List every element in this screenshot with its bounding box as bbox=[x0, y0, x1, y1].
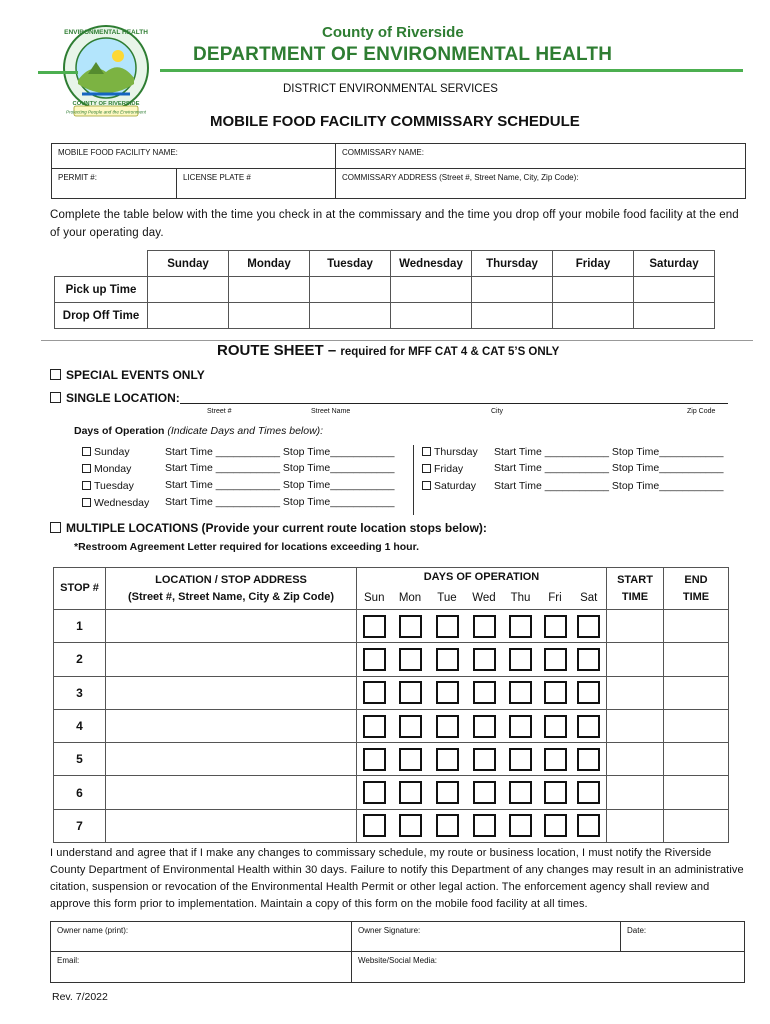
day-checkbox[interactable] bbox=[436, 681, 459, 704]
stop-address-cell[interactable] bbox=[106, 643, 357, 676]
mff-name-label: MOBILE FOOD FACILITY NAME: bbox=[58, 148, 178, 157]
address-label-city: City bbox=[491, 408, 504, 415]
day-header: Friday bbox=[553, 251, 634, 277]
day-checkbox[interactable] bbox=[577, 715, 600, 738]
route-sheet-dash: – bbox=[327, 342, 337, 359]
day-option-label: Tuesday bbox=[94, 480, 134, 492]
owner-signature-field[interactable] bbox=[351, 921, 621, 952]
pickup-time-cell[interactable] bbox=[148, 277, 229, 303]
permit-label: PERMIT #: bbox=[58, 173, 97, 182]
stop-row bbox=[54, 776, 729, 809]
day-option-wednesday[interactable] bbox=[82, 497, 149, 509]
day-checkbox-cell bbox=[539, 610, 572, 643]
dropoff-time-label: Drop Off Time bbox=[55, 303, 148, 329]
stop-time-field[interactable]: Stop Time___________ bbox=[611, 446, 724, 458]
stop-time-field[interactable]: Stop Time___________ bbox=[611, 480, 724, 492]
day-checkbox-cell bbox=[466, 610, 503, 643]
stop-number: 6 bbox=[54, 776, 106, 809]
sunday-times[interactable] bbox=[165, 446, 394, 458]
day-abbrev-header: Sat bbox=[572, 588, 607, 610]
day-checkbox-cell bbox=[539, 776, 572, 809]
day-checkbox[interactable] bbox=[577, 814, 600, 837]
single-location-checkbox[interactable] bbox=[50, 392, 61, 403]
day-checkbox[interactable] bbox=[544, 781, 567, 804]
day-checkbox[interactable] bbox=[363, 615, 386, 638]
day-header: Tuesday bbox=[310, 251, 391, 277]
start-time-cell[interactable] bbox=[607, 809, 664, 842]
days-of-operation-label: Days of Operation bbox=[74, 425, 165, 437]
day-checkbox-cell bbox=[429, 709, 466, 742]
end-header-line1: END bbox=[684, 573, 708, 586]
stop-number: 1 bbox=[54, 610, 106, 643]
wednesday-times[interactable] bbox=[165, 496, 394, 508]
day-checkbox[interactable] bbox=[577, 648, 600, 671]
header-rule-left bbox=[38, 71, 78, 74]
start-time-cell[interactable] bbox=[607, 709, 664, 742]
district-name: DISTRICT ENVIRONMENTAL SERVICES bbox=[283, 83, 498, 95]
tuesday-checkbox[interactable] bbox=[82, 481, 91, 490]
saturday-checkbox[interactable] bbox=[422, 481, 431, 490]
day-checkbox[interactable] bbox=[399, 781, 422, 804]
day-checkbox-cell bbox=[466, 776, 503, 809]
day-checkbox-cell bbox=[503, 809, 539, 842]
pickup-time-cell[interactable] bbox=[229, 277, 310, 303]
day-option-label: Saturday bbox=[434, 480, 477, 492]
pickup-time-cell[interactable] bbox=[391, 277, 472, 303]
stop-time-field[interactable]: Stop Time___________ bbox=[282, 462, 395, 474]
day-abbrev-header: Mon bbox=[392, 588, 429, 610]
commissary-schedule-table bbox=[54, 250, 715, 329]
day-checkbox[interactable] bbox=[436, 648, 459, 671]
day-abbrev-header: Fri bbox=[539, 588, 572, 610]
day-checkbox-cell bbox=[466, 709, 503, 742]
day-checkbox[interactable] bbox=[509, 681, 532, 704]
address-label-street-name: Street Name bbox=[311, 408, 351, 415]
wednesday-checkbox[interactable] bbox=[82, 498, 91, 507]
day-checkbox[interactable] bbox=[577, 748, 600, 771]
day-checkbox[interactable] bbox=[509, 715, 532, 738]
license-plate-field[interactable] bbox=[176, 168, 336, 199]
svg-text:COUNTY OF RIVERSIDE: COUNTY OF RIVERSIDE bbox=[72, 101, 140, 107]
day-header: Wednesday bbox=[391, 251, 472, 277]
day-header: Monday bbox=[229, 251, 310, 277]
day-option-label: Monday bbox=[94, 463, 132, 475]
day-option-label: Friday bbox=[434, 463, 464, 475]
dropoff-time-cell[interactable] bbox=[310, 303, 391, 329]
end-time-cell[interactable] bbox=[664, 709, 729, 742]
multiple-locations-label: MULTIPLE LOCATIONS (Provide your current route location stops below): bbox=[66, 521, 487, 535]
day-checkbox[interactable] bbox=[473, 681, 496, 704]
day-option-monday[interactable] bbox=[82, 463, 131, 475]
thursday-times[interactable] bbox=[494, 446, 723, 458]
stop-address-cell[interactable] bbox=[106, 809, 357, 842]
owner-name-field[interactable] bbox=[50, 921, 352, 952]
stop-number: 5 bbox=[54, 743, 106, 776]
day-checkbox-cell bbox=[539, 643, 572, 676]
stop-address-cell[interactable] bbox=[106, 709, 357, 742]
day-checkbox-cell bbox=[503, 709, 539, 742]
day-checkbox[interactable] bbox=[399, 681, 422, 704]
day-checkbox[interactable] bbox=[436, 814, 459, 837]
end-time-cell[interactable] bbox=[664, 809, 729, 842]
day-checkbox-cell bbox=[357, 809, 392, 842]
day-checkbox-cell bbox=[572, 610, 607, 643]
day-columns-divider bbox=[413, 445, 414, 515]
stop-row bbox=[54, 743, 729, 776]
end-time-header bbox=[664, 568, 729, 610]
dropoff-time-cell[interactable] bbox=[553, 303, 634, 329]
header-rule-right bbox=[160, 69, 743, 72]
email-label: Email: bbox=[57, 956, 80, 965]
day-abbrev-header: Tue bbox=[429, 588, 466, 610]
day-option-sunday[interactable] bbox=[82, 446, 130, 458]
thursday-checkbox[interactable] bbox=[422, 447, 431, 456]
end-time-cell[interactable] bbox=[664, 776, 729, 809]
special-events-checkbox[interactable] bbox=[50, 369, 61, 380]
location-header bbox=[106, 568, 357, 610]
day-checkbox-cell bbox=[503, 610, 539, 643]
special-events-label: SPECIAL EVENTS ONLY bbox=[66, 368, 205, 382]
day-option-friday[interactable] bbox=[422, 463, 463, 475]
department-name: DEPARTMENT OF ENVIRONMENTAL HEALTH bbox=[193, 44, 613, 65]
day-checkbox[interactable] bbox=[473, 615, 496, 638]
day-checkbox-cell bbox=[429, 809, 466, 842]
pickup-time-label: Pick up Time bbox=[55, 277, 148, 303]
day-checkbox-cell bbox=[466, 743, 503, 776]
stop-address-cell[interactable] bbox=[106, 610, 357, 643]
form-title: MOBILE FOOD FACILITY COMMISSARY SCHEDULE bbox=[210, 113, 580, 130]
day-checkbox[interactable] bbox=[399, 814, 422, 837]
stop-time-field[interactable]: Stop Time___________ bbox=[282, 496, 395, 508]
route-sheet-subtitle: required for MFF CAT 4 & CAT 5’S ONLY bbox=[340, 346, 560, 358]
saturday-times[interactable] bbox=[494, 480, 723, 492]
day-abbrev-header: Wed bbox=[466, 588, 503, 610]
day-checkbox-cell bbox=[572, 743, 607, 776]
email-field[interactable] bbox=[50, 951, 352, 983]
day-checkbox[interactable] bbox=[473, 648, 496, 671]
day-checkbox[interactable] bbox=[436, 715, 459, 738]
svg-text:Protecting People and the Envi: Protecting People and the Environment bbox=[66, 109, 146, 115]
end-time-cell[interactable] bbox=[664, 610, 729, 643]
day-checkbox-cell bbox=[429, 776, 466, 809]
address-label-zip: Zip Code bbox=[687, 408, 716, 415]
location-header-title: LOCATION / STOP ADDRESS bbox=[155, 573, 307, 586]
day-header: Thursday bbox=[472, 251, 553, 277]
day-checkbox[interactable] bbox=[399, 715, 422, 738]
route-sheet-heading: ROUTE SHEET bbox=[217, 342, 324, 359]
permit-field[interactable] bbox=[51, 168, 177, 199]
dropoff-time-cell[interactable] bbox=[472, 303, 553, 329]
end-time-cell[interactable] bbox=[664, 643, 729, 676]
single-location-label: SINGLE LOCATION: bbox=[66, 391, 180, 405]
monday-checkbox[interactable] bbox=[82, 464, 91, 473]
end-time-cell[interactable] bbox=[664, 743, 729, 776]
day-checkbox-cell bbox=[503, 743, 539, 776]
day-checkbox[interactable] bbox=[436, 615, 459, 638]
dropoff-time-cell[interactable] bbox=[634, 303, 715, 329]
address-label-street-number: Street # bbox=[207, 408, 232, 415]
start-time-cell[interactable] bbox=[607, 676, 664, 709]
pickup-time-cell[interactable] bbox=[310, 277, 391, 303]
day-option-label: Thursday bbox=[434, 446, 478, 458]
stop-address-cell[interactable] bbox=[106, 743, 357, 776]
stop-row bbox=[54, 709, 729, 742]
friday-checkbox[interactable] bbox=[422, 464, 431, 473]
day-checkbox-cell bbox=[357, 643, 392, 676]
instructions-text: Complete the table below with the time you check in at the commissary and the time you drop off your mobile food facility at the end of your operating day. bbox=[50, 209, 739, 239]
day-checkbox[interactable] bbox=[363, 748, 386, 771]
stop-number: 7 bbox=[54, 809, 106, 842]
stop-number-header: STOP # bbox=[54, 568, 106, 610]
start-header-line1: START bbox=[617, 573, 653, 586]
stop-time-field[interactable]: Stop Time___________ bbox=[282, 479, 395, 491]
multiple-locations-option[interactable] bbox=[50, 521, 487, 535]
day-checkbox-cell bbox=[392, 676, 429, 709]
route-sheet-divider bbox=[41, 340, 753, 341]
start-time-cell[interactable] bbox=[607, 743, 664, 776]
day-checkbox[interactable] bbox=[509, 648, 532, 671]
day-checkbox-cell bbox=[539, 709, 572, 742]
day-abbrev-header: Thu bbox=[503, 588, 539, 610]
day-checkbox-cell bbox=[357, 709, 392, 742]
commissary-address-field[interactable] bbox=[335, 168, 746, 199]
day-option-saturday[interactable] bbox=[422, 480, 476, 492]
mff-name-field[interactable] bbox=[51, 143, 336, 169]
day-checkbox[interactable] bbox=[544, 615, 567, 638]
dropoff-time-cell[interactable] bbox=[391, 303, 472, 329]
day-checkbox[interactable] bbox=[399, 648, 422, 671]
day-header: Saturday bbox=[634, 251, 715, 277]
day-checkbox-cell bbox=[539, 676, 572, 709]
svg-text:ENVIRONMENTAL HEALTH: ENVIRONMENTAL HEALTH bbox=[64, 29, 148, 36]
route-stops-table bbox=[53, 567, 729, 843]
day-header: Sunday bbox=[148, 251, 229, 277]
days-of-operation-heading bbox=[74, 425, 323, 437]
day-checkbox[interactable] bbox=[544, 748, 567, 771]
day-checkbox-cell bbox=[572, 809, 607, 842]
end-time-cell[interactable] bbox=[664, 676, 729, 709]
day-checkbox[interactable] bbox=[509, 615, 532, 638]
pickup-time-cell[interactable] bbox=[472, 277, 553, 303]
dropoff-time-cell[interactable] bbox=[229, 303, 310, 329]
day-checkbox[interactable] bbox=[473, 781, 496, 804]
day-checkbox-cell bbox=[503, 676, 539, 709]
day-option-label: Wednesday bbox=[94, 497, 150, 509]
start-time-field[interactable]: Start Time ___________ bbox=[494, 480, 609, 492]
license-plate-label: LICENSE PLATE # bbox=[183, 173, 251, 182]
start-header-line2: TIME bbox=[621, 590, 649, 603]
day-checkbox-cell bbox=[429, 643, 466, 676]
stop-number: 3 bbox=[54, 676, 106, 709]
day-checkbox-cell bbox=[539, 743, 572, 776]
stop-row bbox=[54, 676, 729, 709]
day-checkbox-cell bbox=[392, 643, 429, 676]
day-abbrev-header: Sun bbox=[357, 588, 392, 610]
day-checkbox[interactable] bbox=[436, 781, 459, 804]
day-checkbox[interactable] bbox=[473, 715, 496, 738]
restroom-note: *Restroom Agreement Letter required for locations exceeding 1 hour. bbox=[74, 541, 420, 553]
day-checkbox[interactable] bbox=[544, 715, 567, 738]
day-checkbox-cell bbox=[572, 709, 607, 742]
single-location-address-line[interactable] bbox=[180, 403, 728, 404]
day-checkbox[interactable] bbox=[544, 648, 567, 671]
stop-row bbox=[54, 610, 729, 643]
day-option-label: Sunday bbox=[94, 446, 130, 458]
day-checkbox-cell bbox=[357, 743, 392, 776]
friday-times[interactable] bbox=[494, 462, 723, 474]
table-corner bbox=[55, 251, 148, 277]
days-of-operation-header: DAYS OF OPERATION bbox=[357, 568, 607, 588]
day-checkbox-cell bbox=[466, 676, 503, 709]
day-checkbox[interactable] bbox=[363, 814, 386, 837]
day-checkbox-cell bbox=[466, 809, 503, 842]
day-checkbox[interactable] bbox=[509, 814, 532, 837]
agreement-text: I understand and agree that if I make any changes to commissary schedule, my route or business location, I must notify the Riverside County Department of Environmental Health within 30 days. Failure to notify this Department of any changes may result in an administrative citation, suspension or revocation of the Environmental Health Permit or other legal action. The enforcement agency shall review and approve this form prior to implementation. Maintain a copy of this form on the mobile food facility at all times. bbox=[50, 847, 744, 910]
website-label: Website/Social Media: bbox=[358, 956, 437, 965]
day-checkbox[interactable] bbox=[363, 648, 386, 671]
day-checkbox-cell bbox=[357, 776, 392, 809]
day-checkbox[interactable] bbox=[399, 615, 422, 638]
commissary-name-label: COMMISSARY NAME: bbox=[342, 148, 424, 157]
day-checkbox[interactable] bbox=[509, 748, 532, 771]
county-name: County of Riverside bbox=[322, 24, 464, 41]
day-checkbox-cell bbox=[392, 743, 429, 776]
route-sheet-title bbox=[217, 342, 559, 359]
stop-address-cell[interactable] bbox=[106, 776, 357, 809]
day-checkbox[interactable] bbox=[363, 715, 386, 738]
owner-name-label: Owner name (print): bbox=[57, 926, 129, 935]
day-checkbox-cell bbox=[572, 776, 607, 809]
start-time-cell[interactable] bbox=[607, 610, 664, 643]
day-checkbox-cell bbox=[392, 610, 429, 643]
date-label: Date: bbox=[627, 926, 647, 935]
start-time-field[interactable]: Start Time ___________ bbox=[494, 462, 609, 474]
tuesday-times[interactable] bbox=[165, 479, 394, 491]
dropoff-time-cell[interactable] bbox=[148, 303, 229, 329]
start-time-field[interactable]: Start Time ___________ bbox=[165, 479, 280, 491]
sunday-checkbox[interactable] bbox=[82, 447, 91, 456]
day-checkbox[interactable] bbox=[544, 814, 567, 837]
stop-address-cell[interactable] bbox=[106, 676, 357, 709]
day-checkbox[interactable] bbox=[509, 781, 532, 804]
day-checkbox-cell bbox=[572, 676, 607, 709]
day-checkbox[interactable] bbox=[473, 748, 496, 771]
end-header-line2: TIME bbox=[682, 590, 710, 603]
pickup-time-cell[interactable] bbox=[553, 277, 634, 303]
commissary-name-field[interactable] bbox=[335, 143, 746, 169]
stop-row bbox=[54, 643, 729, 676]
day-checkbox-cell bbox=[392, 709, 429, 742]
day-checkbox-cell bbox=[503, 643, 539, 676]
start-time-field[interactable]: Start Time ___________ bbox=[165, 446, 280, 458]
start-time-cell[interactable] bbox=[607, 776, 664, 809]
day-option-thursday[interactable] bbox=[422, 446, 478, 458]
day-checkbox[interactable] bbox=[363, 681, 386, 704]
days-of-operation-hint: (Indicate Days and Times below): bbox=[167, 425, 324, 437]
owner-signature-label: Owner Signature: bbox=[358, 926, 421, 935]
stop-row bbox=[54, 809, 729, 842]
stop-number: 2 bbox=[54, 643, 106, 676]
day-checkbox[interactable] bbox=[473, 814, 496, 837]
monday-times[interactable] bbox=[165, 462, 394, 474]
single-location-option[interactable] bbox=[50, 391, 180, 405]
start-time-field[interactable]: Start Time ___________ bbox=[165, 496, 280, 508]
special-events-option[interactable] bbox=[50, 368, 205, 382]
day-checkbox-cell bbox=[429, 676, 466, 709]
stop-time-field[interactable]: Stop Time___________ bbox=[611, 462, 724, 474]
start-time-header bbox=[607, 568, 664, 610]
day-checkbox[interactable] bbox=[544, 681, 567, 704]
date-field[interactable] bbox=[620, 921, 745, 952]
day-checkbox[interactable] bbox=[436, 748, 459, 771]
commissary-address-label: COMMISSARY ADDRESS (Street #, Street Name, City, Zip Code): bbox=[342, 173, 579, 182]
website-field[interactable] bbox=[351, 951, 745, 983]
start-time-cell[interactable] bbox=[607, 643, 664, 676]
day-checkbox-cell bbox=[429, 610, 466, 643]
day-checkbox-cell bbox=[503, 776, 539, 809]
revision-date: Rev. 7/2022 bbox=[52, 991, 108, 1003]
day-checkbox[interactable] bbox=[577, 681, 600, 704]
day-checkbox-cell bbox=[392, 776, 429, 809]
day-checkbox[interactable] bbox=[577, 781, 600, 804]
day-checkbox-cell bbox=[572, 643, 607, 676]
start-time-field[interactable]: Start Time ___________ bbox=[165, 462, 280, 474]
day-checkbox-cell bbox=[429, 743, 466, 776]
start-time-field[interactable]: Start Time ___________ bbox=[494, 446, 609, 458]
day-checkbox-cell bbox=[357, 676, 392, 709]
day-checkbox-cell bbox=[357, 610, 392, 643]
stop-time-field[interactable]: Stop Time___________ bbox=[282, 446, 395, 458]
multiple-locations-checkbox[interactable] bbox=[50, 522, 61, 533]
day-checkbox[interactable] bbox=[399, 748, 422, 771]
pickup-time-cell[interactable] bbox=[634, 277, 715, 303]
day-checkbox[interactable] bbox=[363, 781, 386, 804]
day-checkbox-cell bbox=[539, 809, 572, 842]
stop-number: 4 bbox=[54, 709, 106, 742]
day-checkbox[interactable] bbox=[577, 615, 600, 638]
day-option-tuesday[interactable] bbox=[82, 480, 134, 492]
day-checkbox-cell bbox=[466, 643, 503, 676]
location-header-subtitle: (Street #, Street Name, City & Zip Code) bbox=[128, 590, 334, 603]
day-checkbox-cell bbox=[392, 809, 429, 842]
